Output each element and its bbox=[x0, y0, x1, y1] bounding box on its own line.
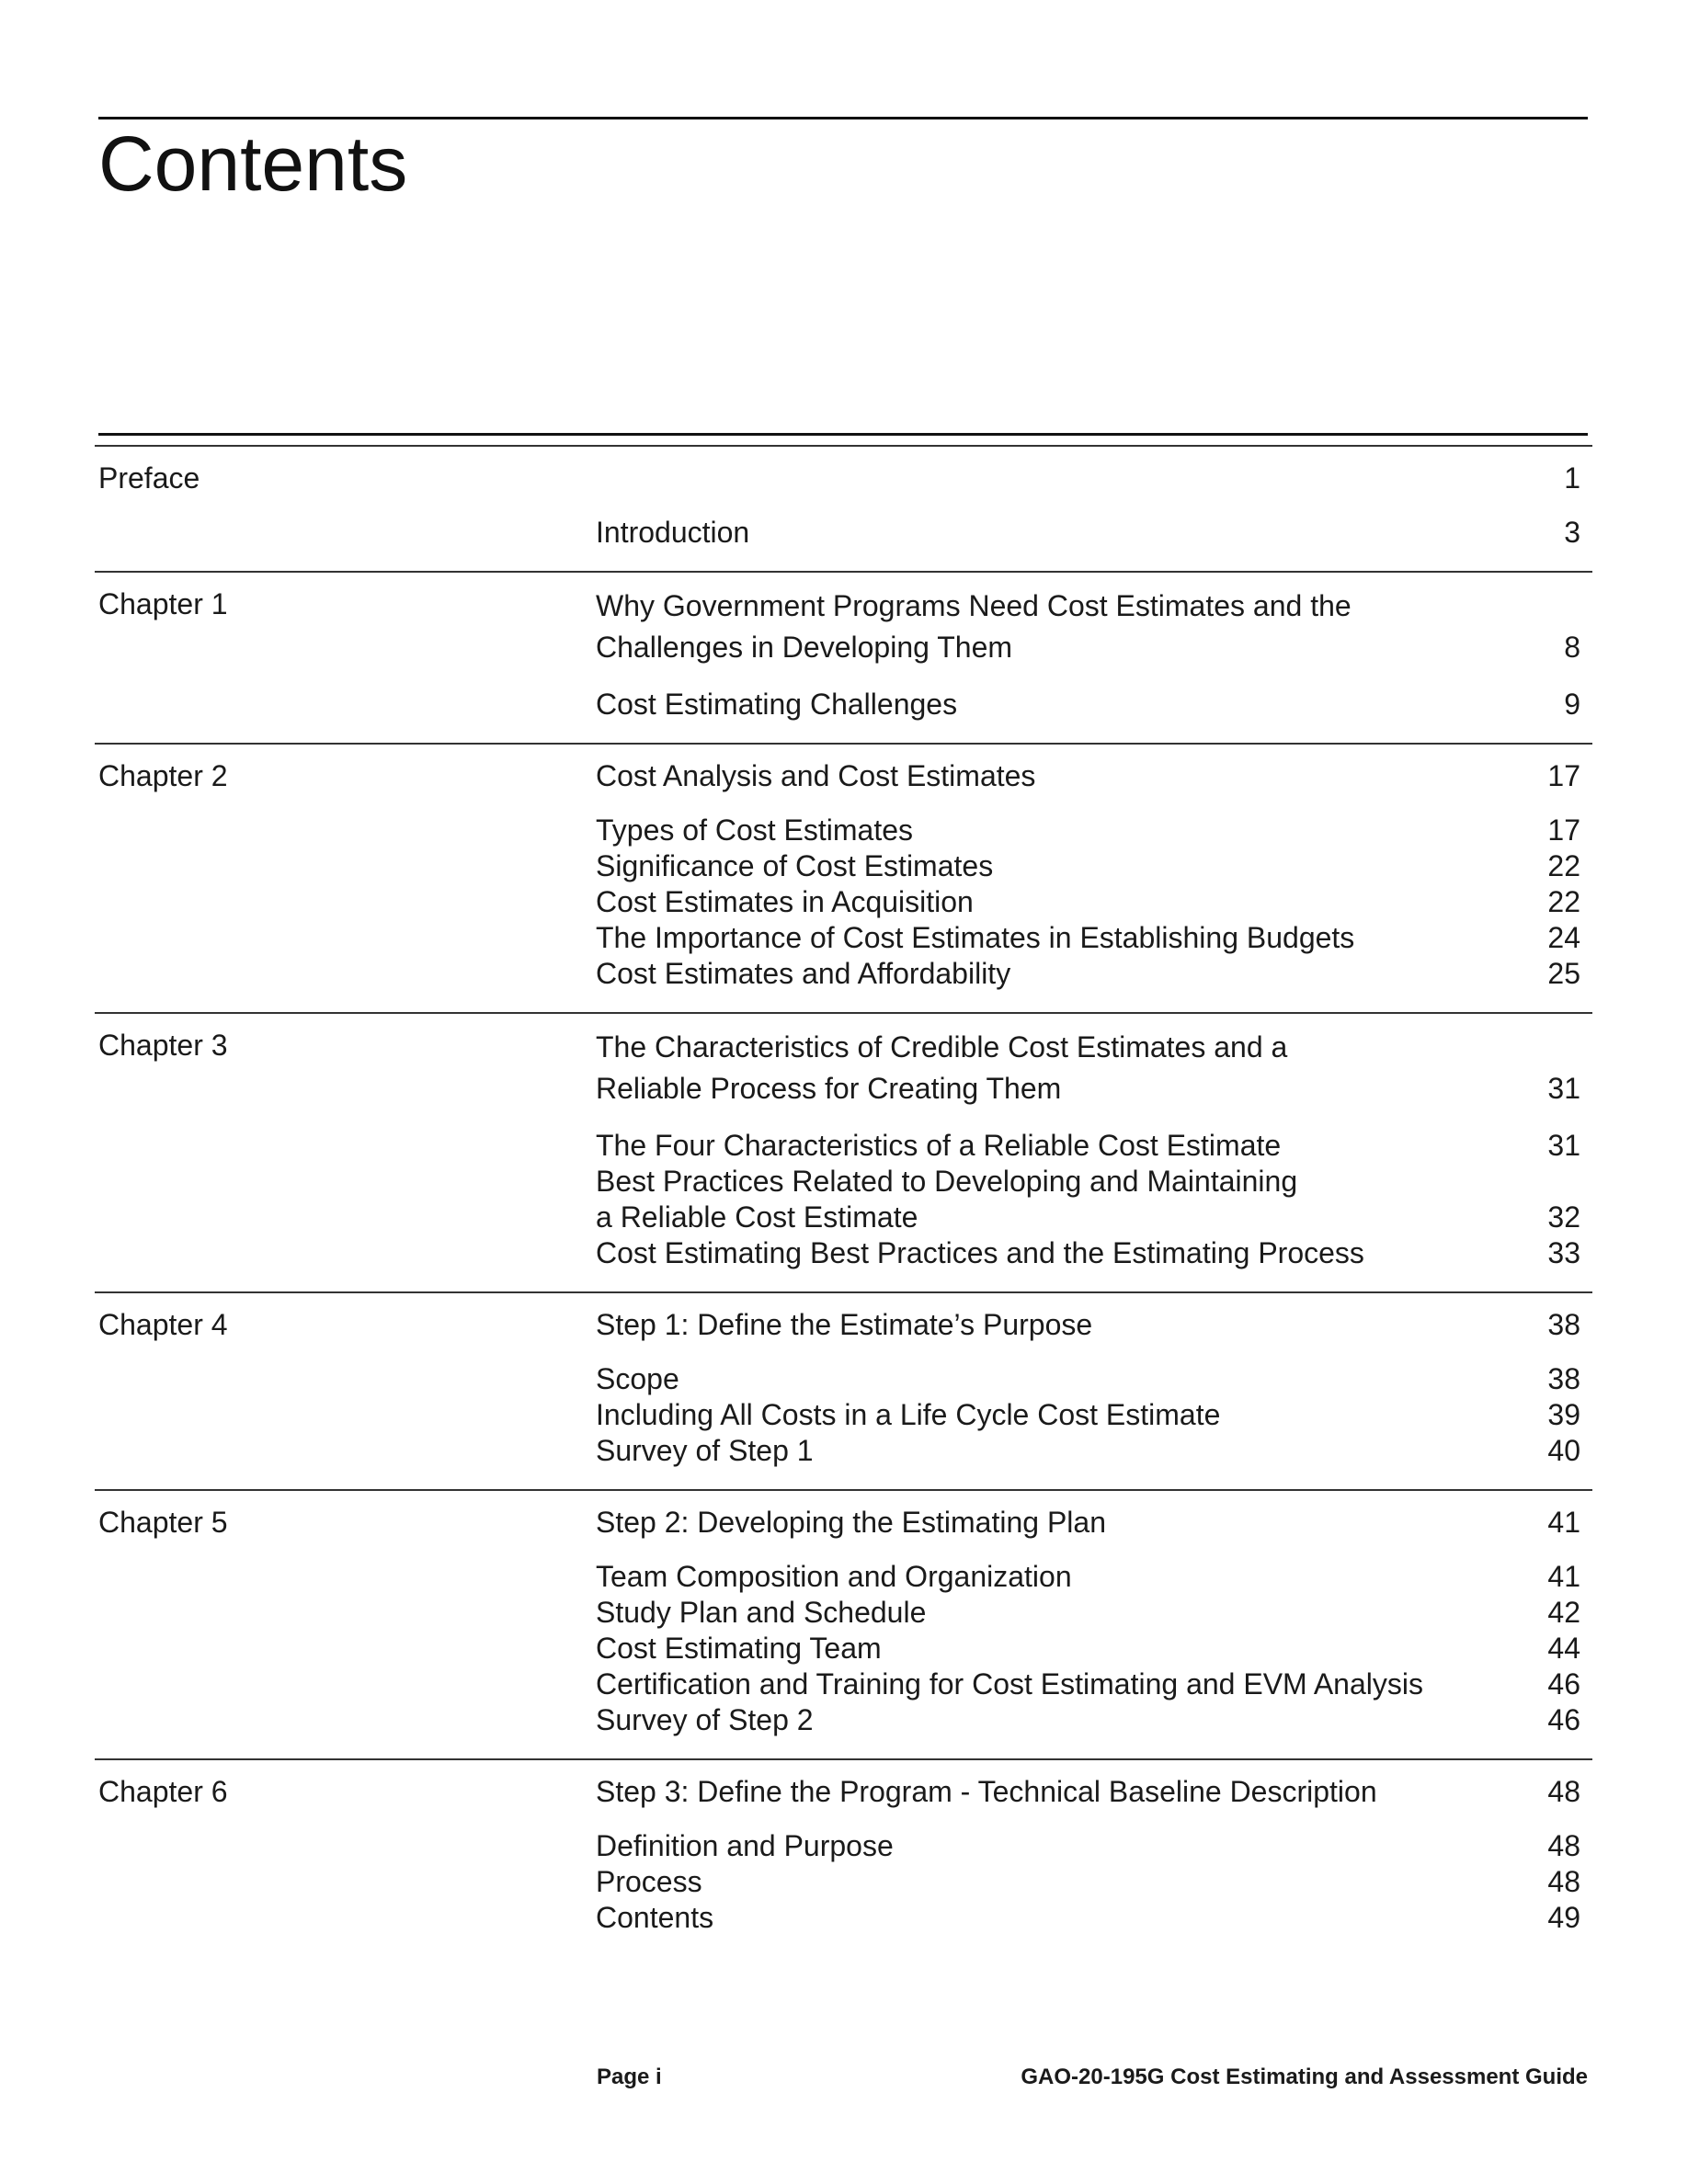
toc-entry-title: Cost Estimating Team bbox=[596, 1632, 882, 1665]
toc-entry-title: Cost Estimates in Acquisition bbox=[596, 885, 974, 918]
toc-entry-page: 33 bbox=[1547, 1236, 1580, 1269]
toc-entry-title: Cost Estimating Best Practices and the Estimating Process bbox=[596, 1236, 1364, 1269]
toc-entry-title: Step 3: Define the Program - Technical Baseline Description bbox=[596, 1775, 1377, 1808]
toc-entry-page: 9 bbox=[1564, 688, 1580, 721]
toc-top-rule bbox=[98, 433, 1588, 436]
toc-entry[interactable] bbox=[596, 1828, 1592, 1864]
toc-entry[interactable] bbox=[596, 515, 1592, 551]
toc-chapter-heading[interactable] bbox=[596, 757, 1592, 794]
toc-entry[interactable] bbox=[596, 1559, 1592, 1595]
toc-entry[interactable] bbox=[596, 1433, 1592, 1469]
toc-entry-page: 48 bbox=[1547, 1775, 1580, 1808]
toc-entry-title: The Importance of Cost Estimates in Establishing Budgets bbox=[596, 921, 1355, 954]
toc-chapter-heading[interactable] bbox=[596, 1773, 1592, 1810]
toc-entry-title: Cost Estimating Challenges bbox=[596, 688, 958, 721]
toc-entry-page: 38 bbox=[1547, 1308, 1580, 1341]
toc-entry[interactable] bbox=[596, 813, 1592, 848]
toc-entry-title: Survey of Step 1 bbox=[596, 1434, 814, 1467]
toc-entry-page: 8 bbox=[1564, 631, 1580, 664]
chapter-label: Preface bbox=[98, 461, 200, 495]
toc-entry-page: 44 bbox=[1547, 1632, 1580, 1665]
toc-entry-page: 49 bbox=[1547, 1901, 1580, 1934]
chapter-label: Chapter 5 bbox=[98, 1506, 228, 1539]
toc-entry-title: Introduction bbox=[596, 516, 750, 549]
toc-entry[interactable] bbox=[596, 920, 1592, 956]
toc-entry[interactable] bbox=[596, 1164, 1592, 1235]
toc-chapter-heading[interactable] bbox=[596, 1306, 1592, 1343]
toc-entry-title: Step 2: Developing the Estimating Plan bbox=[596, 1506, 1106, 1539]
toc-entry[interactable] bbox=[596, 848, 1592, 884]
toc-entry-page: 40 bbox=[1547, 1434, 1580, 1467]
toc-entry[interactable] bbox=[596, 687, 1592, 722]
toc-entry-page: 31 bbox=[1547, 1072, 1580, 1105]
toc-entry[interactable] bbox=[596, 1595, 1592, 1631]
toc-chapter-heading[interactable] bbox=[596, 1027, 1592, 1109]
footer-page-number: Page i bbox=[597, 2065, 662, 2089]
toc-chapter-heading[interactable] bbox=[596, 1504, 1592, 1541]
toc-entry-title: Best Practices Related to Developing and Maintaining a Reliable Cost Estimate bbox=[596, 1165, 1298, 1234]
toc-entry-title: Team Composition and Organization bbox=[596, 1560, 1072, 1593]
toc-entry-title: Why Government Programs Need Cost Estimates and the Challenges in Developing Them bbox=[596, 589, 1352, 664]
toc-entry[interactable] bbox=[596, 1666, 1592, 1702]
toc-entry[interactable] bbox=[596, 1235, 1592, 1271]
toc-entry-title: Significance of Cost Estimates bbox=[596, 849, 994, 882]
toc-entry[interactable] bbox=[596, 1702, 1592, 1738]
toc-entry-page: 38 bbox=[1547, 1362, 1580, 1395]
toc-entries bbox=[596, 573, 1592, 722]
toc-entry-page: 46 bbox=[1547, 1703, 1580, 1736]
toc-entry-page: 24 bbox=[1547, 921, 1580, 954]
toc-entry[interactable] bbox=[596, 1631, 1592, 1666]
toc-entry[interactable] bbox=[596, 1900, 1592, 1936]
toc-entry-page: 25 bbox=[1547, 957, 1580, 990]
toc-entry-title: Including All Costs in a Life Cycle Cost Estimate bbox=[596, 1398, 1221, 1431]
toc-entry-page: 22 bbox=[1547, 885, 1580, 918]
toc-entry-title: The Characteristics of Credible Cost Estimates and a Reliable Process for Creating Them bbox=[596, 1030, 1288, 1105]
toc-entry-title: The Four Characteristics of a Reliable Cost Estimate bbox=[596, 1129, 1282, 1162]
toc-chapter-heading[interactable] bbox=[596, 586, 1592, 668]
toc-section bbox=[95, 1758, 1592, 1956]
toc-section bbox=[95, 1489, 1592, 1758]
toc-entry-page: 3 bbox=[1564, 516, 1580, 549]
toc-entry[interactable] bbox=[596, 1361, 1592, 1397]
toc-entry[interactable] bbox=[596, 1864, 1592, 1900]
toc-entry-page: 17 bbox=[1547, 759, 1580, 792]
toc-entry-page: 48 bbox=[1547, 1829, 1580, 1862]
chapter-label: Chapter 3 bbox=[98, 1029, 228, 1062]
toc-entry[interactable] bbox=[596, 884, 1592, 920]
page-title: Contents bbox=[98, 120, 408, 207]
toc-entry-page: 48 bbox=[1547, 1865, 1580, 1898]
toc-entry-title: Survey of Step 2 bbox=[596, 1703, 814, 1736]
toc-entry-page: 41 bbox=[1547, 1560, 1580, 1593]
toc-entries bbox=[596, 1760, 1592, 1936]
toc-entry-title: Step 1: Define the Estimate’s Purpose bbox=[596, 1308, 1093, 1341]
toc-entries bbox=[596, 447, 1592, 551]
toc-entry[interactable] bbox=[596, 1397, 1592, 1433]
toc-entry-title: Study Plan and Schedule bbox=[596, 1596, 927, 1629]
chapter-label: Chapter 1 bbox=[98, 587, 228, 620]
toc-entry-page: 46 bbox=[1547, 1667, 1580, 1701]
toc-entry-page: 41 bbox=[1547, 1506, 1580, 1539]
toc-entry-page: 1 bbox=[1564, 461, 1580, 495]
toc-entry-title: Cost Analysis and Cost Estimates bbox=[596, 759, 1036, 792]
toc-entry[interactable] bbox=[596, 1128, 1592, 1164]
toc-chapter-heading[interactable] bbox=[596, 460, 1592, 496]
chapter-label: Chapter 4 bbox=[98, 1308, 228, 1341]
toc-entry-page: 17 bbox=[1547, 813, 1580, 847]
chapter-label: Chapter 2 bbox=[98, 759, 228, 792]
toc-entry-page: 32 bbox=[1547, 1200, 1580, 1234]
toc-entry-title: Scope bbox=[596, 1362, 679, 1395]
toc-entry-page: 42 bbox=[1547, 1596, 1580, 1629]
toc-entry-title: Contents bbox=[596, 1901, 714, 1934]
toc-section bbox=[95, 743, 1592, 1012]
toc-entries bbox=[596, 1014, 1592, 1271]
toc-entry-page: 31 bbox=[1547, 1129, 1580, 1162]
toc-entries bbox=[596, 1491, 1592, 1738]
chapter-label: Chapter 6 bbox=[98, 1775, 228, 1808]
toc-entries bbox=[596, 1293, 1592, 1469]
toc-section bbox=[95, 445, 1592, 571]
toc-section bbox=[95, 1291, 1592, 1489]
toc-entry-title: Types of Cost Estimates bbox=[596, 813, 914, 847]
toc-entry-title: Process bbox=[596, 1865, 702, 1898]
footer-document-title: GAO-20-195G Cost Estimating and Assessment Guide bbox=[1021, 2065, 1588, 2089]
toc-section bbox=[95, 1012, 1592, 1291]
toc-entry-title: Certification and Training for Cost Estimating and EVM Analysis bbox=[596, 1667, 1423, 1701]
toc-entry-page: 22 bbox=[1547, 849, 1580, 882]
table-of-contents bbox=[95, 445, 1592, 1956]
toc-entry-title: Definition and Purpose bbox=[596, 1829, 894, 1862]
toc-section bbox=[95, 571, 1592, 743]
toc-entry-page: 39 bbox=[1547, 1398, 1580, 1431]
toc-entry[interactable] bbox=[596, 956, 1592, 992]
toc-entry-title: Cost Estimates and Affordability bbox=[596, 957, 1011, 990]
toc-entries bbox=[596, 745, 1592, 992]
